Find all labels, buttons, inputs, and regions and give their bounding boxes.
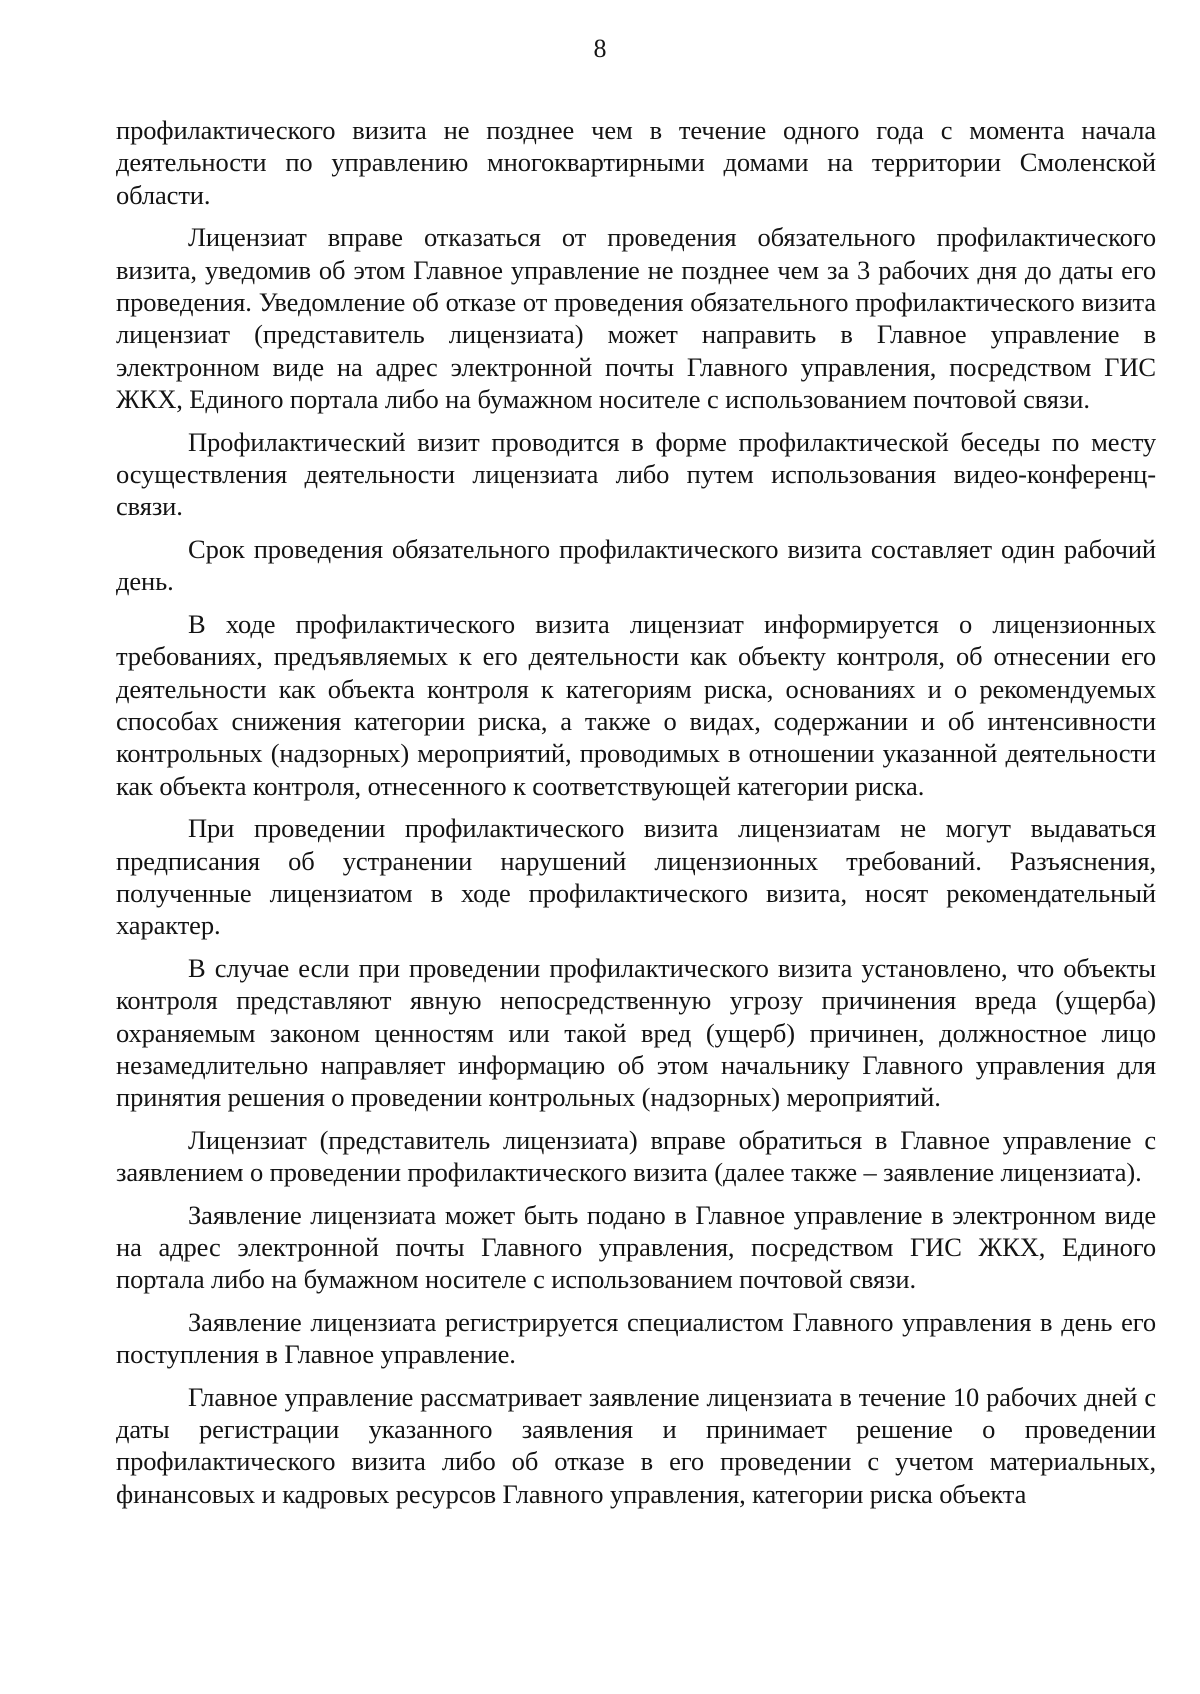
paragraph: Профилактический визит проводится в форме профилактической беседы по месту осуществления деятельности лицензиата либо путем использования видео-конференц-связи. (116, 426, 1156, 522)
paragraph: Заявление лицензиата может быть подано в Главное управление в электронном виде на адрес электронной почты Главного управления, посредством ГИС ЖКХ, Единого портала либо на бумажном носителе с использованием почтовой связи. (116, 1199, 1156, 1295)
paragraph: Лицензиат (представитель лицензиата) вправе обратиться в Главное управление с заявлением о проведении профилактического визита (далее также – заявление лицензиата). (116, 1124, 1156, 1188)
paragraph: Главное управление рассматривает заявление лицензиата в течение 10 рабочих дней с даты регистрации указанного заявления и принимает решение о проведении профилактического визита либо об отказе в его проведении с учетом материальных, финансовых и кадровых ресурсов Главного управления, категории риска объекта (116, 1381, 1156, 1509)
page-number: 8 (593, 34, 607, 63)
body-text (116, 114, 1156, 1510)
paragraph: Срок проведения обязательного профилактического визита составляет один рабочий день. (116, 533, 1156, 597)
paragraph: Лицензиат вправе отказаться от проведения обязательного профилактического визита, уведомив об этом Главное управление не позднее чем за 3 рабочих дня до даты его проведения. Уведомление об отказе от проведения обязательного профилактического визита лицензиат (представитель лицензиата) может направить в Главное управление в электронном виде на адрес электронной почты Главного управления, посредством ГИС ЖКХ, Единого портала либо на бумажном носителе с использованием почтовой связи. (116, 222, 1156, 415)
paragraph: В ходе профилактического визита лицензиат информируется о лицензионных требованиях, предъявляемых к его деятельности как объекту контроля, об отнесении его деятельности как объекта контроля к категориям риска, основаниях и о рекомендуемых способах снижения категории риска, а также о видах, содержании и об интенсивности контрольных (надзорных) мероприятий, проводимых в отношении указанной деятельности как объекта контроля, отнесенного к соответствующей категории риска. (116, 608, 1156, 801)
paragraph: В случае если при проведении профилактического визита установлено, что объекты контроля представляют явную непосредственную угрозу причинения вреда (ущерба) охраняемым законом ценностям или такой вред (ущерб) причинен, должностное лицо незамедлительно направляет информацию об этом начальнику Главного управления для принятия решения о проведении контрольных (надзорных) мероприятий. (116, 952, 1156, 1113)
paragraph: При проведении профилактического визита лицензиатам не могут выдаваться предписания об устранении нарушений лицензионных требований. Разъяснения, полученные лицензиатом в ходе профилактического визита, носят рекомендательный характер. (116, 813, 1156, 941)
paragraph: профилактического визита не позднее чем в течение одного года с момента начала деятельности по управлению многоквартирными домами на территории Смоленской области. (116, 115, 1156, 210)
paragraph: Заявление лицензиата регистрируется специалистом Главного управления в день его поступления в Главное управление. (116, 1306, 1156, 1370)
